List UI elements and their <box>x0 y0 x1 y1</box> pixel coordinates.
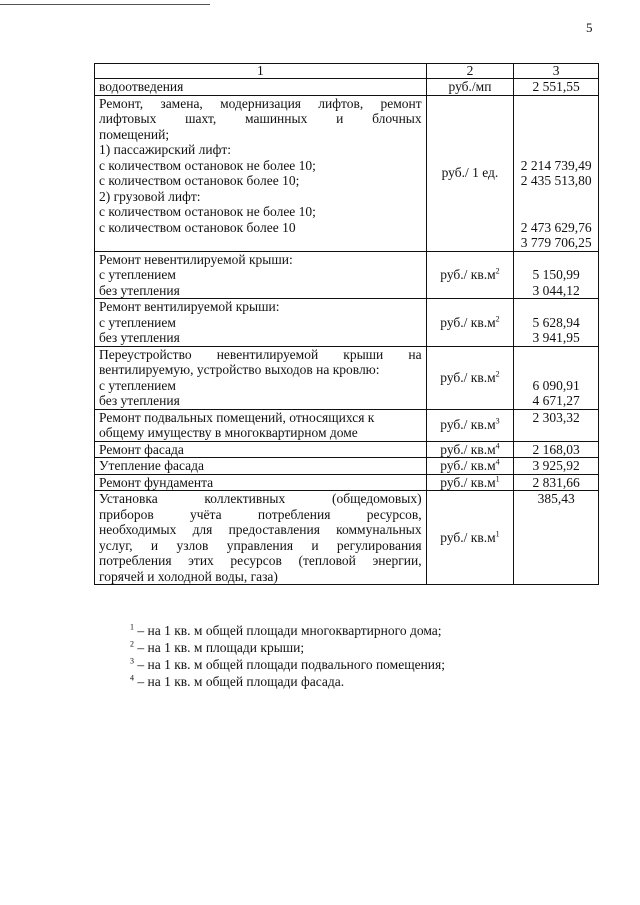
work-description-cell <box>95 346 427 409</box>
price-cell <box>514 409 599 441</box>
footnote-mark: 4 <box>130 673 134 683</box>
price-cell <box>514 346 599 409</box>
header-col-1: 1 <box>95 64 427 79</box>
unit-cell <box>426 441 514 458</box>
description-line: необходимых для предоставления коммунальных <box>99 522 422 537</box>
table-row <box>95 251 599 299</box>
price-value: 5 628,94 <box>532 314 580 330</box>
price-value <box>518 189 594 205</box>
unit-text: руб./ кв.м <box>440 369 496 385</box>
price-value <box>518 111 594 127</box>
work-description-cell <box>95 409 427 441</box>
table-row <box>95 409 599 441</box>
table-row <box>95 458 599 475</box>
description-line: Ремонт, замена, модернизация лифтов, ремонт <box>99 95 422 111</box>
price-table <box>94 63 599 585</box>
price-value: 5 150,99 <box>532 267 580 282</box>
description-line: без утепления <box>99 282 180 298</box>
description-line: 1) пассажирский лифт: <box>99 142 232 157</box>
unit-text: руб./ 1 ед. <box>441 165 499 181</box>
description-line: 2) грузовой лифт: <box>99 188 201 204</box>
description-line: Ремонт подвальных помещений, относящихся к <box>99 409 375 425</box>
price-value: 3 044,12 <box>532 282 580 298</box>
unit-footnote-mark: 2 <box>495 369 500 379</box>
description-line: Переустройство невентилируемой крыши на <box>99 346 422 362</box>
description-line: помещений; <box>99 126 170 142</box>
description-line: потребления этих ресурсов (тепловой энергии, <box>99 553 422 568</box>
unit-text: руб./мп <box>448 79 492 94</box>
unit-footnote-mark: 4 <box>495 441 500 450</box>
table-header-row <box>95 64 599 79</box>
price-value: 2 551,55 <box>532 79 580 94</box>
table-row <box>95 79 599 96</box>
work-description-cell <box>95 491 427 585</box>
work-description-cell <box>95 251 427 299</box>
page-number: 5 <box>586 20 593 35</box>
description-line: Ремонт вентилируемой крыши: <box>99 299 280 314</box>
price-cell <box>514 474 599 491</box>
footnotes <box>130 622 445 690</box>
table-row <box>95 491 599 585</box>
footnote-text: – на 1 кв. м общей площади многоквартирного дома; <box>134 623 442 638</box>
description-line: вентилируемую, устройство выходов на кровлю: <box>99 362 380 377</box>
description-line: услуг, и узлов управления и регулирования <box>99 537 422 553</box>
footnote-mark: 2 <box>130 639 134 649</box>
price-value <box>518 362 594 378</box>
description-line: приборов учёта потребления ресурсов, <box>99 506 422 522</box>
price-value <box>518 252 594 268</box>
description-line: Ремонт фундамента <box>99 474 214 490</box>
footnote-text: – на 1 кв. м общей площади подвального помещения; <box>134 657 445 672</box>
unit-text: руб./ кв.м <box>440 474 496 490</box>
price-value: 2 303,32 <box>532 409 580 425</box>
description-line: Утепление фасада <box>99 458 204 473</box>
unit-text: руб./ кв.м <box>440 441 496 457</box>
unit-cell <box>426 251 514 299</box>
unit-cell <box>426 409 514 441</box>
price-value: 2 214 739,49 <box>520 157 592 173</box>
unit-text: руб./ кв.м <box>440 314 496 330</box>
unit-cell <box>426 458 514 475</box>
description-line: с утеплением <box>99 377 176 393</box>
price-value <box>518 299 594 315</box>
price-cell <box>514 95 599 251</box>
header-col-3: 3 <box>514 64 599 79</box>
footnote-mark: 1 <box>130 622 134 632</box>
description-line: горячей и холодной воды, газа) <box>99 568 278 584</box>
unit-text: руб./ кв.м <box>440 267 496 282</box>
footnote <box>130 639 445 656</box>
header-col-2: 2 <box>426 64 514 79</box>
price-cell <box>514 441 599 458</box>
unit-cell <box>426 95 514 251</box>
unit-cell <box>426 299 514 347</box>
table-row <box>95 441 599 458</box>
description-line: общему имуществу в многоквартирном доме <box>99 425 358 440</box>
footnote <box>130 673 445 690</box>
table-row <box>95 474 599 491</box>
unit-cell <box>426 346 514 409</box>
work-description-cell <box>95 299 427 347</box>
price-cell <box>514 491 599 585</box>
price-cell <box>514 251 599 299</box>
work-description-cell <box>95 95 427 251</box>
unit-footnote-mark: 2 <box>495 314 500 323</box>
unit-footnote-mark: 2 <box>495 266 500 276</box>
unit-footnote-mark: 4 <box>495 457 500 467</box>
price-value: 4 671,27 <box>532 393 580 408</box>
description-line: без утепления <box>99 330 180 345</box>
description-line: Установка коллективных (общедомовых) <box>99 491 422 506</box>
footnote-mark: 3 <box>130 656 134 666</box>
price-value: 3 925,92 <box>532 458 580 473</box>
price-value <box>518 96 594 112</box>
description-line: лифтовых шахт, машинных и блочных <box>99 111 422 126</box>
description-line: водоотведения <box>99 79 184 94</box>
footnote-text: – на 1 кв. м общей площади фасада. <box>134 674 345 689</box>
price-value: 2 831,66 <box>532 474 580 490</box>
description-line: без утепления <box>99 393 180 408</box>
unit-text: руб./ кв.м <box>440 529 496 545</box>
footnote-text: – на 1 кв. м площади крыши; <box>134 640 305 655</box>
unit-footnote-mark: 1 <box>495 529 500 539</box>
description-line: с количеством остановок не более 10; <box>99 204 316 219</box>
table-row <box>95 346 599 409</box>
description-line: Ремонт невентилируемой крыши: <box>99 251 293 267</box>
footnote <box>130 622 445 639</box>
price-value <box>518 127 594 143</box>
description-line: с утеплением <box>99 314 176 330</box>
table-row <box>95 95 599 251</box>
price-value <box>518 204 594 220</box>
work-description-cell <box>95 441 427 458</box>
work-description-cell <box>95 79 427 96</box>
price-value: 6 090,91 <box>532 377 580 393</box>
work-description-cell <box>95 474 427 491</box>
description-line: Ремонт фасада <box>99 441 184 457</box>
unit-cell <box>426 79 514 96</box>
work-description-cell <box>95 458 427 475</box>
price-cell <box>514 299 599 347</box>
unit-cell <box>426 491 514 585</box>
footnote <box>130 656 445 673</box>
unit-cell <box>426 474 514 491</box>
unit-text: руб./ кв.м <box>440 458 496 473</box>
table-row <box>95 299 599 347</box>
price-cell <box>514 79 599 96</box>
description-line: с количеством остановок более 10 <box>99 219 296 235</box>
price-value: 3 941,95 <box>532 330 580 345</box>
price-cell <box>514 458 599 475</box>
description-line: с утеплением <box>99 267 176 282</box>
price-value <box>518 347 594 363</box>
price-value: 2 168,03 <box>532 441 580 457</box>
top-rule <box>0 4 210 5</box>
unit-footnote-mark: 3 <box>495 416 500 426</box>
price-value: 3 779 706,25 <box>520 235 592 250</box>
unit-footnote-mark: 1 <box>495 474 500 483</box>
unit-text: руб./ кв.м <box>440 417 496 433</box>
price-value <box>518 142 594 158</box>
price-value: 385,43 <box>537 491 575 506</box>
price-value: 2 435 513,80 <box>520 173 592 188</box>
price-value: 2 473 629,76 <box>520 219 592 235</box>
description-line: с количеством остановок не более 10; <box>99 157 316 173</box>
description-line: с количеством остановок более 10; <box>99 173 300 188</box>
